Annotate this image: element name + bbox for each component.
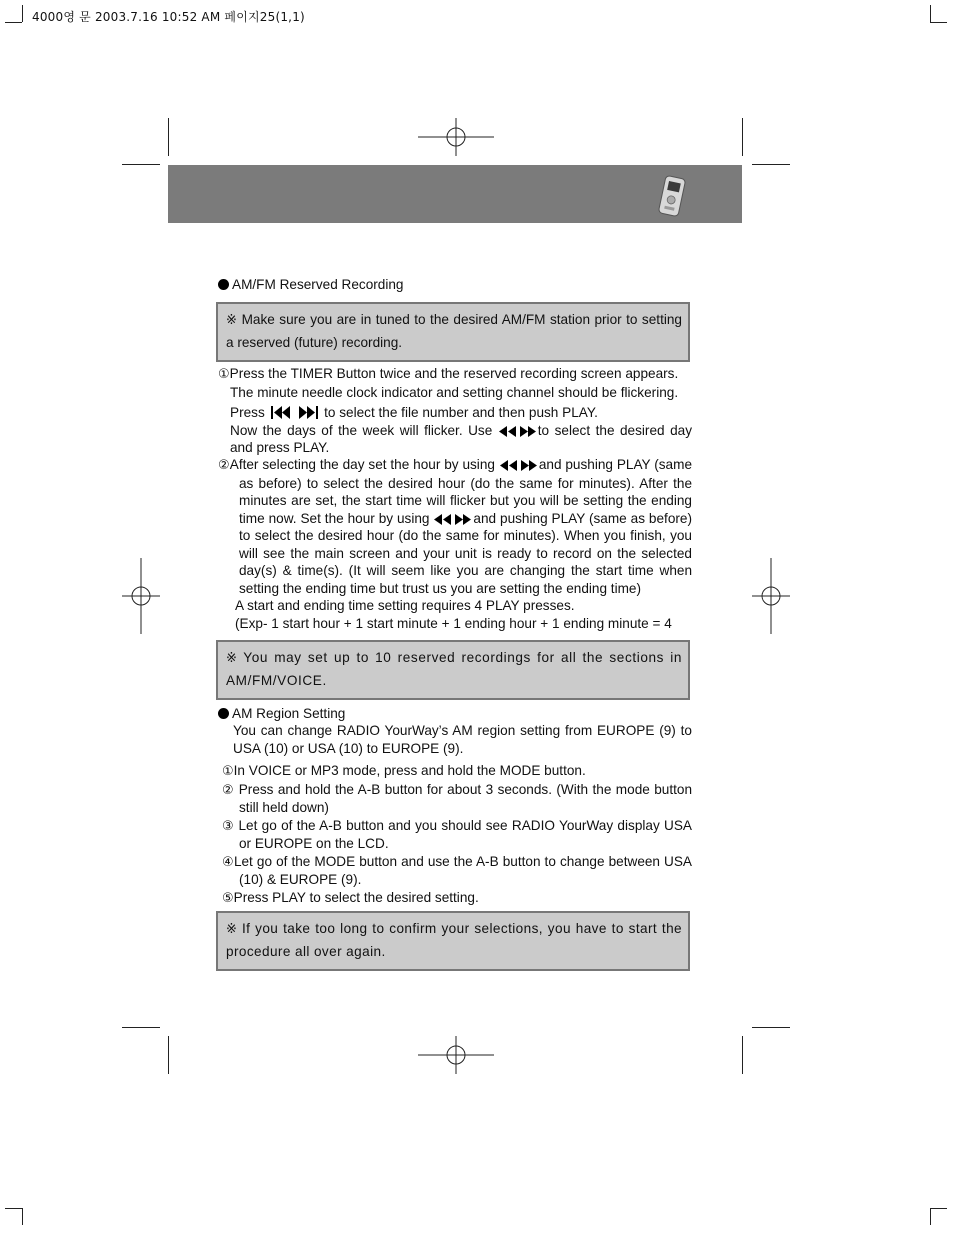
fast-forward-icon — [453, 514, 473, 525]
section-title-reserved-recording: AM/FM Reserved Recording — [218, 276, 404, 294]
note-mark-icon: ※ — [226, 313, 238, 328]
list-item: ⑤Press PLAY to select the desired setting. — [222, 889, 479, 906]
list-item: ③ Let go of the A-B button and you should see RADIO YourWay display USA or EUROPE on the LCD. — [222, 817, 692, 851]
am-region-intro: You can change RADIO YourWay’s AM region setting from EUROPE (9) to USA (10) or USA (10) to EUROPE (9). — [233, 723, 692, 756]
note-mark-icon: ※ — [226, 651, 240, 666]
section-title-am-region: AM Region Setting — [218, 705, 345, 723]
step-1: ①Press the TIMER Button twice and the reserved recording screen appears. The minute needle clock indicator and setting channel should be flickering. Press to select the file number and then push PLAY. Now the days of the week will flicker. Use to select the desired day and press PLAY. — [218, 366, 692, 455]
region-steps-list — [222, 762, 692, 907]
header-banner — [168, 165, 742, 223]
rewind-icon — [498, 426, 518, 437]
step-2: ②After selecting the day set the hour by using and pushing PLAY (same as before) to select the desired hour (do the same for minutes). After the minutes are set, the start time will flicker but you will be setting the ending time now. Set the hour by using and pushing PLAY (same as before) to select the desired hour (do the same for minutes). When you finish, you will see the main screen and your unit is ready to record on the selected day(s) & time(s). (It will seem like you are changing the start time when setting the ending time but trust us you are setting the ending time) A start and ending time setting requires 4 PLAY presses. (Exp- 1 start hour + 1 start minute + 1 ending hour + 1 ending minute = 4 — [218, 457, 693, 631]
bullet-icon — [218, 708, 229, 719]
note-box-reserved-limit: ※ You may set up to 10 reserved recordings for all the sections in AM/FM/VOICE. — [216, 640, 690, 700]
note-mark-icon: ※ — [226, 922, 238, 937]
rewind-icon — [433, 514, 453, 525]
registration-mark-icon — [418, 118, 494, 156]
note-box-tuning: ※ Make sure you are in tuned to the desired AM/FM station prior to setting a reserved (future) recording. — [216, 302, 690, 362]
registration-mark-icon — [418, 1036, 494, 1074]
skip-forward-icon — [296, 406, 320, 419]
rewind-icon — [499, 460, 519, 471]
bullet-icon — [218, 279, 229, 290]
print-header: 4000영 문 2003.7.16 10:52 AM 페이지25(1,1) — [32, 10, 305, 24]
list-item: ①In VOICE or MP3 mode, press and hold the MODE button. — [222, 763, 586, 779]
fast-forward-icon — [519, 460, 539, 471]
fast-forward-icon — [518, 426, 538, 437]
note-box-timeout: ※ If you take too long to confirm your selections, you have to start the procedure all over again. — [216, 911, 690, 971]
skip-back-icon — [269, 406, 293, 419]
mp3-player-icon — [658, 175, 686, 217]
list-item: ② Press and hold the A-B button for about 3 seconds. (With the mode button still held down) — [222, 781, 693, 815]
registration-mark-icon — [122, 558, 160, 634]
registration-mark-icon — [752, 558, 790, 634]
list-item: ④Let go of the MODE button and use the A-B button to change between USA (10) & EUROPE (9). — [222, 853, 692, 887]
